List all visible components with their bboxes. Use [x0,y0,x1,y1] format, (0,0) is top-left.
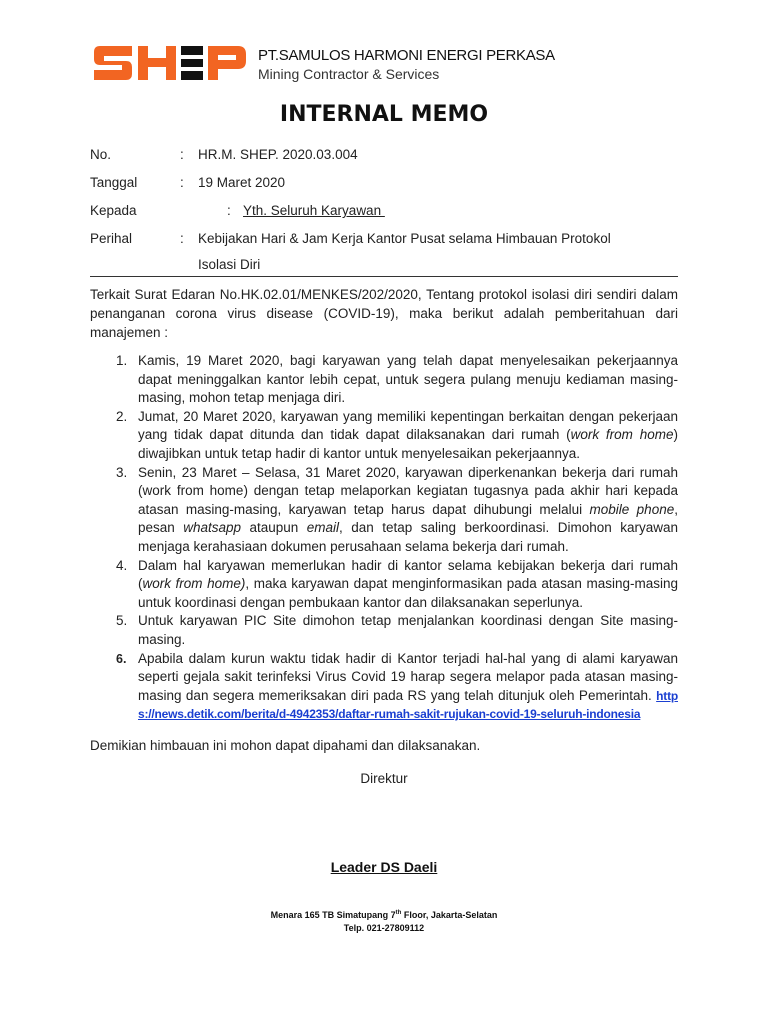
list-number: 4. [116,557,128,573]
company-name: PT.SAMULOS HARMONI ENERGI PERKASA [258,47,555,64]
field-recipient [90,203,678,223]
field-label: Kepada [90,203,137,218]
field-colon: : [227,203,231,218]
italic-text: whatsapp [183,520,242,536]
memo-title: INTERNAL MEMO [279,102,489,127]
field-no [90,147,678,167]
company-logo [92,44,248,82]
list-number: 2. [116,408,128,424]
item-text: Senin, 23 Maret – Selasa, 31 Maret 2020, karyawan diperkenankan bekerja dari rumah (work from home) dengan tetap melaporkan kegiatan tugasnya pada akhir hari kepada atasan masing-masing, karyawan tetap harus dapat dihubungi melalui [138,464,678,517]
address-text: Menara 165 TB Simatupang 7 [270,909,396,920]
italic-text: work from home) [142,576,246,592]
address-sup: th [395,909,402,916]
divider [90,276,678,277]
list-number: 6. [116,651,127,666]
signature-title: Direktur [360,770,408,786]
item-text: ) diwajibkan untuk tetap hadir di kantor untuk menyelesaikan pekerjaannya. [138,427,678,461]
list-number: 5. [116,613,128,629]
italic-text: work from home [570,427,674,443]
closing-text: Demikian himbauan ini mohon dapat dipahami dan dilaksanakan. [90,737,481,753]
company-subtitle: Mining Contractor & Services [258,66,440,82]
field-label: No. [90,147,112,162]
policy-list [90,352,678,724]
field-value: 19 Maret 2020 [198,175,286,190]
item-text: Kamis, 19 Maret 2020, bagi karyawan yang telah dapat menyelesaikan pekerjaannya dapat meninggalkan kantor lebih cepat, untuk segera pulang menuju kediaman masing-masing, mohon tetap menjaga diri. [138,353,678,406]
intro-paragraph: Terkait Surat Edaran No.HK.02.01/MENKES/202/2020, Tentang protokol isolasi diri sendiri dalam penanganan corona virus disease (COVID-19), maka berikut adalah pemberitahuan dari manajemen : [90,287,678,340]
field-colon: : [180,175,184,190]
address-text-end: Floor, Jakarta-Selatan [401,909,498,920]
item-text: , pesan [138,501,678,536]
field-colon: : [180,147,184,162]
list-number: 1. [116,353,128,368]
list-item [90,464,678,557]
list-item [90,612,678,649]
item-text: , maka karyawan dapat menginformasikan pada atasan masing-masing untuk koordinasi dengan pembukaan kantor dan dilaksanakan seperlunya. [138,576,678,610]
item-text: Untuk karyawan PIC Site dimohon tetap menjalankan koordinasi dengan Site masing-masing. [138,613,678,647]
field-label: Tanggal [90,175,138,190]
italic-text: mobile phone [589,501,675,517]
footer-address [90,907,678,935]
field-label: Perihal [90,231,133,246]
item-text: Jumat, 20 Maret 2020, karyawan yang memiliki kepentingan berkaitan dengan pekerjaan yang tidak dapat ditunda dan tidak dapat dilaksanakan dari rumah ( [138,408,678,443]
memo-body [90,285,678,935]
field-subject [90,231,678,272]
field-value: Yth. Seluruh Karyawan [243,203,385,218]
field-colon: : [180,231,184,246]
list-item [90,650,678,724]
item-text: , dan tetap saling berkoordinasi. Dimohon karyawan menjaga kerahasiaan dokumen perusahaan selama bekerja dari rumah. [138,520,678,554]
reference-link[interactable]: https://news.detik.com/berita/d-4942353/daftar-rumah-sakit-rujukan-covid-19-seluruh-indonesia [138,688,678,722]
item-text: Dalam hal karyawan memerlukan hadir di kantor selama kebijakan bekerja dari rumah ( [138,557,678,592]
field-value-cont: Isolasi Diri [198,257,261,272]
item-text: Apabila dalam kurun waktu tidak hadir di Kantor terjadi hal-hal yang di alami karyawan seperti gejala sakit terinfeksi Virus Covid 19 harap segera melapor pada atasan masing-masing dan segera memeriksakan diri pada RS yang telah ditunjuk oleh Pemerintah. [138,650,678,703]
italic-text: email [306,520,340,536]
field-date [90,175,678,195]
list-item [90,557,678,613]
list-item [90,352,678,408]
list-number: 3. [116,464,128,480]
list-item [90,408,678,464]
field-value: Kebijakan Hari & Jam Kerja Kantor Pusat selama Himbauan Protokol [198,231,611,246]
item-text: ataupun [241,520,307,536]
signatory-name: Leader DS Daeli [330,858,438,875]
field-value: HR.M. SHEP. 2020.03.004 [198,147,358,162]
footer-phone: Telp. 021-27809112 [343,922,425,933]
